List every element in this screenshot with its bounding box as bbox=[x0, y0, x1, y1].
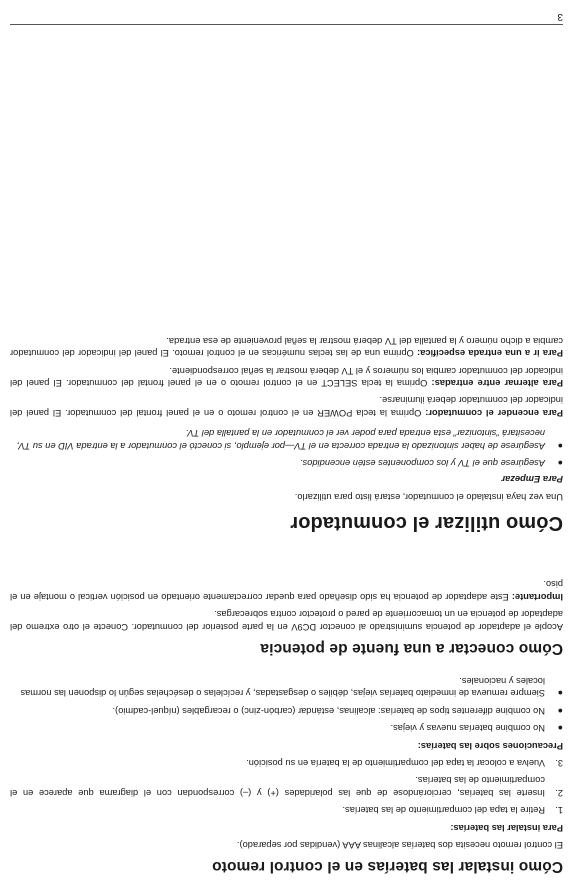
install-step bbox=[10, 804, 563, 816]
start-list bbox=[10, 427, 563, 469]
step-text: Vuelva a colocar la tapa del compartimiento de la batería en su posición. bbox=[246, 757, 545, 768]
specific-input-label: Para ir a una entrada específica: bbox=[417, 348, 563, 359]
list-item bbox=[10, 675, 563, 700]
batteries-intro: El control remoto necesita dos baterías alcalinas AAA (vendidas por separado). bbox=[236, 840, 563, 850]
important-note bbox=[10, 578, 563, 603]
step-text: Retire la tapa del compartimiento de las baterías. bbox=[342, 805, 545, 816]
step-number: 1. bbox=[555, 805, 563, 816]
specific-input-text: Oprima una de las teclas numéricas en el control remoto. El panel del indicador del conmutador cambia a dicho número y la pantalla del TV deberá mostrar la señal proveniente de esa entrada. bbox=[10, 335, 563, 359]
alternate-inputs-instruction bbox=[10, 364, 563, 389]
specific-input-instruction bbox=[10, 334, 563, 359]
step-number: 2. bbox=[555, 787, 563, 798]
bullet-icon: ● bbox=[557, 705, 563, 716]
list-item-text: No combine baterías nuevas y viejas. bbox=[390, 723, 545, 734]
usage-intro: Una vez haya instalado el conmutador, estará listo para utilizarlo. bbox=[294, 491, 563, 502]
section-title-usage: Cómo utilizar el conmutador bbox=[290, 511, 563, 534]
list-item-text: Asegúrese de haber sintonizado la entrada correcta en el TV—por ejemplo, si conectó el conmutador a la entrada VID en su TV, necesitará “sintonizar” esta entrada para poder ver el conmutador en la pantalla del TV. bbox=[16, 428, 545, 451]
important-label: Importante: bbox=[511, 591, 563, 602]
list-item bbox=[10, 457, 563, 469]
step-text: Inserte las baterías, cerciorándose de que las polaridades (+) y (–) correspondan con el diagrama que aparece en el compartimiento de las baterías. bbox=[10, 775, 545, 798]
bullet-icon: ● bbox=[557, 458, 563, 469]
bullet-icon: ● bbox=[557, 688, 563, 699]
step-number: 3. bbox=[555, 757, 563, 768]
page-content bbox=[10, 329, 563, 875]
power-on-instruction bbox=[10, 394, 563, 419]
install-batteries-heading: Para instalar las baterías: bbox=[450, 822, 563, 833]
list-item-text: No combine diferentes tipos de baterías: alcalinas, estándar (carbón-zinc) o recargables (níquel-cadmio). bbox=[112, 705, 545, 716]
page-number: 3 bbox=[557, 11, 563, 22]
important-text: Este adaptador de potencia ha sido diseñado para quedar correctamente orientado en posición vertical o montaje en el piso. bbox=[10, 579, 563, 602]
bullet-icon: ● bbox=[557, 723, 563, 734]
alternate-inputs-text: Oprima la tecla SELECT en el control remoto o en el panel frontal del conmutador. El panel del indicador del conmutador cambia los números y el TV deberá mostrar la señal correspondiente. bbox=[10, 365, 563, 389]
power-on-text: Oprima la tecla POWER en el control remoto o en el panel frontal del conmutador. El panel del indicador del conmutador deberá iluminarse. bbox=[9, 395, 563, 418]
install-step bbox=[10, 757, 563, 769]
start-heading: Para Empezar bbox=[501, 474, 563, 485]
list-item bbox=[10, 427, 563, 452]
power-on-label: Para encender el conmutador: bbox=[425, 407, 563, 418]
page-footer bbox=[10, 8, 563, 25]
power-paragraph: Acople el adaptador de potencia suministrado al conector DC9V en la parte posterior del conmutador. Conecte el otro extremo del adaptador de potencia en un tomacorriente de pared o protector contra sobrecargas. bbox=[10, 609, 563, 632]
section-title-power: Cómo conectar a una fuente de potencia bbox=[260, 639, 563, 657]
list-item-text: Asegúrese que el TV y los componentes estén encendidos. bbox=[300, 458, 545, 469]
precautions-list bbox=[10, 675, 563, 735]
list-item bbox=[10, 722, 563, 734]
list-item-text: Siempre remueva de inmediato baterías viejas, débiles o desgastadas, y recíclelas o deséchelas según lo disponen las normas locales y nacionales. bbox=[20, 675, 545, 699]
section-title-batteries: Cómo instalar las baterías en el control remoto bbox=[212, 858, 563, 875]
list-item bbox=[10, 704, 563, 716]
precautions-heading: Precauciones sobre las baterías: bbox=[417, 740, 563, 751]
alternate-inputs-label: Para alternar entre entradas: bbox=[431, 378, 563, 389]
install-step bbox=[10, 774, 563, 799]
bullet-icon: ● bbox=[557, 440, 563, 451]
